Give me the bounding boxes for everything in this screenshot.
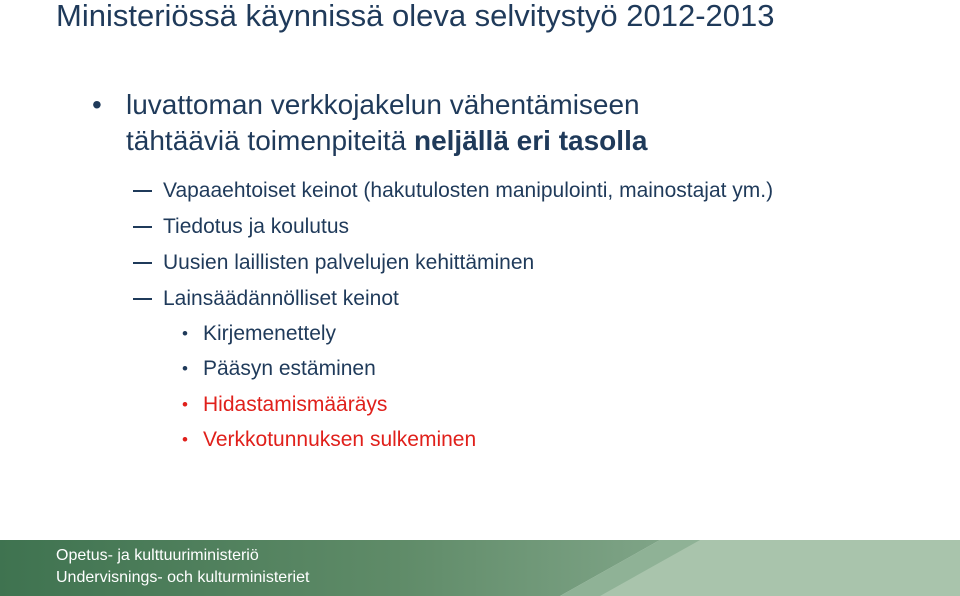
legal-measure-label: Verkkotunnuksen sulkeminen: [203, 428, 477, 451]
legal-measure-item-highlighted: [182, 392, 388, 418]
ministry-name-finnish: Opetus- ja kulttuuriministeriö: [56, 547, 259, 564]
legal-measure-item: [182, 321, 337, 347]
main-bullet-line2-text: tähtääviä toimenpiteitä: [126, 125, 414, 156]
main-bullet: [92, 87, 886, 159]
bullet-icon: •: [182, 359, 188, 378]
main-bullet-emphasis: neljällä eri tasolla: [413, 125, 648, 156]
dash-icon: [133, 190, 152, 192]
dash-icon: [133, 226, 152, 228]
ministry-name-swedish: Undervisnings- och kulturministeriet: [56, 569, 310, 586]
level-label: Tiedotus ja koulutus: [163, 215, 349, 238]
level-item-legislative: [163, 286, 399, 312]
bullet-icon: •: [182, 395, 188, 414]
level-label: Uusien laillisten palvelujen kehittäminen: [163, 251, 535, 274]
level-label: Lainsäädännölliset keinot: [163, 287, 399, 310]
dash-icon: [133, 298, 152, 300]
main-bullet-line2: [126, 123, 886, 159]
legal-measure-label: Kirjemenettely: [203, 322, 337, 345]
level-label: Vapaaehtoiset keinot (hakutulosten manipulointi, mainostajat ym.): [163, 179, 774, 202]
slide-title: Ministeriössä käynnissä oleva selvitystyö 2012-2013: [56, 0, 775, 33]
legal-measure-item: [182, 356, 376, 382]
footer-banner: [0, 540, 960, 596]
bullet-icon: •: [182, 324, 188, 343]
bullet-icon: •: [92, 89, 102, 120]
level-item-information: [163, 214, 349, 240]
legal-measure-label: Hidastamismääräys: [203, 393, 388, 416]
main-bullet-line1: luvattoman verkkojakelun vähentämiseen: [126, 89, 640, 120]
legal-measure-item-highlighted: [182, 427, 477, 453]
level-item-voluntary: [163, 178, 773, 204]
legal-measure-label: Pääsyn estäminen: [203, 357, 376, 380]
bullet-icon: •: [182, 430, 188, 449]
dash-icon: [133, 262, 152, 264]
level-item-legal-services: [163, 250, 534, 276]
